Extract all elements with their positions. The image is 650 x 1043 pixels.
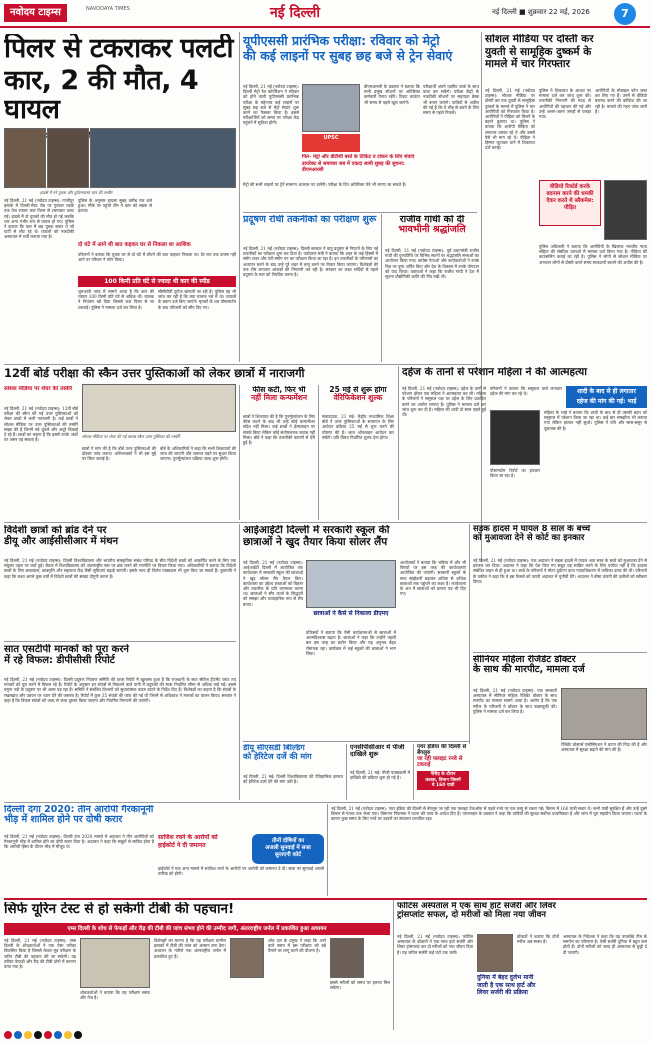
crash-car-photo bbox=[90, 128, 236, 188]
airindia-box-line3: थे 160 यात्री bbox=[431, 783, 455, 789]
social-body-col3: आरोपियों के मोबाइल फोन जब्त कर लिए गए हैं। उनमें से वीडियो बरामद करने की कोशिश की जा रही है। मामले की गहन जांच जारी है। bbox=[595, 88, 647, 114]
du-headline-line2: डीयू और आईसीसीआर में मंथन bbox=[4, 536, 119, 547]
rajiv-headline-line1: राजीव गांधी को दी bbox=[399, 215, 465, 225]
riot-sub-line2: हाईकोर्ट ने दी जमानत bbox=[158, 842, 206, 849]
ncc-headline-line2: दाखिले शुरू bbox=[350, 750, 379, 759]
fortis-headline-line2: ट्रांसप्लांट सफल, दो मरीजों को मिला नया जीवन bbox=[397, 910, 547, 921]
fees-body: छात्रों ने शिकायत की है कि पुनर्मूल्यांकन के लिए फीस कटने के बाद भी उन्हें कोई कन्फर्मेशन संदेश नहीं मिला। कई छात्रों ने हेल्पलाइन पर संपर्क किया लेकिन कोई संतोषजनक जवाब नहीं मिला। बोर्ड ने कहा कि तकनीकी कारणों से देरी हुई है। bbox=[243, 414, 315, 446]
accident8-headline-line2: को मुआवजा देने से कोर्ट का इनकार bbox=[473, 533, 585, 544]
accident8-body: नई दिल्ली, 21 मई (नवोदय टाइम्स): एक अदालत ने सड़क हादसे में घायल आठ साल के बच्चे को मुआवजा देने से इनकार कर दिया। अदालत ने कहा कि पेश किए गए सबूत यह साबित करने के लिए पर्याप्त नहीं हैं कि हादसा संबंधित वाहन से ही हुआ था। बच्चे के परिजनों ने मोटर दुर्घटना दावा न्यायाधिकरण में याचिका दायर की थी। परिजनों के वकील ने कहा कि वे इस फैसले को ऊपरी अदालत में चुनौती देंगे। अदालत ने बीमा कंपनी की दलीलों को स्वीकार किया। bbox=[473, 558, 647, 584]
resident-story bbox=[473, 655, 647, 685]
dowry-story bbox=[402, 367, 647, 383]
board-photo-caption: सोशल मीडिया पर शेयर की गई खराब स्कैन उत्तर पुस्तिका की तस्वीरें bbox=[82, 434, 180, 439]
lead-speed-box: 100 किमी प्रति घंटे से ज्यादा थी कार की स्पीड bbox=[78, 276, 236, 287]
airindia-box-line2: कलवा, विमान जिसमें bbox=[425, 777, 461, 783]
masthead bbox=[0, 0, 650, 28]
dowry-headline: दहेज के तानों से परेशान महिला ने की आत्महत्या bbox=[402, 367, 587, 378]
riot-box-line3: सुनाएगी कोर्ट bbox=[274, 852, 302, 858]
upsc-body-col4: मेट्रो की सभी लाइनों पर ट्रेनें सामान्य अंतराल पर चलेंगी। परीक्षा के दिन अतिरिक्त फेरे भी लगाए जा सकते हैं। bbox=[243, 182, 407, 187]
registration-dots bbox=[0, 1031, 650, 1041]
accident8-story bbox=[473, 525, 647, 555]
upsc-photo-label: UPSC bbox=[302, 134, 360, 152]
du-body: नई दिल्ली, 21 मई (नवोदय टाइम्स): दिल्ली विश्वविद्यालय और भारतीय सांस्कृतिक संबंध परिषद के बीच विदेशी छात्रों को आकर्षित करने के लिए एक संयुक्त पहल पर चर्चा हुई। बैठक में विश्वविद्यालय को अंतरराष्ट्रीय स्तर पर ब्रांड करने की रणनीति पर विचार किया गया। अधिकारियों ने बताया कि विदेशी छात्रों के लिए छात्रावास, छात्रवृत्ति और सहायता केंद्र जैसी सुविधाएं बढ़ाई जाएंगी। इसके साथ ही विशेष पाठ्यक्रम भी शुरू किए जा सकते हैं। कुलपति ने कहा कि लक्ष्य अगले कुछ वर्षों में विदेशी छात्रों की संख्या दोगुनी करना है। bbox=[4, 558, 236, 579]
resident-body-col2: रेजिडेंट डॉक्टर्स एसोसिएशन ने घटना की निंदा की है और अस्पताल में सुरक्षा बढ़ाने की मांग की है। bbox=[561, 742, 647, 753]
lead-photo-caption: हादसे में मरे युवक और दुर्घटनाग्रस्त कार की तस्वीर bbox=[40, 190, 113, 195]
social-story bbox=[485, 34, 647, 86]
social-headline-line3: मामले में चार गिरफ्तार bbox=[485, 58, 570, 71]
dowry-quote-box bbox=[566, 386, 647, 408]
riot-story bbox=[4, 805, 324, 831]
ncc-story bbox=[350, 744, 410, 772]
pollution-body: नई दिल्ली, 21 मई (नवोदय टाइम्स): दिल्ली सरकार ने वायु प्रदूषण से निपटने के लिए नई तकनीकों का परीक्षण शुरू कर दिया है। पर्यावरण मंत्री ने बताया कि शहर के कई हिस्सों में स्मॉग टावर और एंटी-स्मॉग गन का परीक्षण किया जा रहा है। इन तकनीकों के परिणामों का अध्ययन करने के बाद उन्हें पूरे शहर में लागू करने पर विचार किया जाएगा। विशेषज्ञों की एक टीम लगातार आंकड़ों की निगरानी कर रही है। सरकार का लक्ष्य सर्दियों से पहले प्रदूषण के स्तर को नियंत्रित करना है। bbox=[243, 246, 378, 278]
lead-body-col1: नई दिल्ली, 21 मई (नवोदय टाइम्स): गाजीपुर इलाके में दिल्ली-मेरठ रोड पर गुरुवार तड़के एक तेज रफ्तार कार पिलर से टकराकर पलट गई। हादसे में दो युवकों की मौत हो गई जबकि चार अन्य गंभीर रूप से घायल हो गए। पुलिस ने बताया कि कार में छह युवक सवार थे जो पार्टी से लौट रहे थे। घायलों को नजदीकी अस्पताल में भर्ती कराया गया है। bbox=[4, 198, 74, 240]
airindia-story bbox=[417, 744, 469, 798]
dowry-photo bbox=[490, 410, 540, 465]
social-headline-line1: सोशल मीडिया पर दोस्ती कर bbox=[485, 34, 594, 45]
dowry-body-col2: परिजनों ने बताया कि ससुराल वाले लगातार दहेज की मांग कर रहे थे। bbox=[490, 386, 562, 397]
dowry-box-line2: दहेज की मांग की गई: भाई bbox=[576, 398, 637, 405]
verification-headline-line2: वेरिफिकेशन शुल्क bbox=[333, 393, 383, 403]
dowry-body-col4: पोस्टमार्टम रिपोर्ट का इंतजार किया जा रहा है। bbox=[490, 468, 540, 479]
ncc-body: नई दिल्ली, 21 मई: पीजी पाठ्यक्रमों में दाखिले की प्रक्रिया शुरू हो गई है। bbox=[350, 770, 410, 781]
riot-body-col2: हाईकोर्ट ने एक अन्य मामले में साजिश रचने के आरोपों पर आरोपी को जमानत दे दी। सजा पर सुनवाई अगली तारीख को होगी। bbox=[158, 866, 324, 877]
board-body-col3: बोर्ड के अधिकारियों ने कहा कि सभी शिकायतों की जांच की जाएगी और जरूरत पड़ने पर सुधार किया जाएगा। पुनर्मूल्यांकन प्रक्रिया जल्द शुरू होगी। bbox=[160, 446, 236, 462]
lead-body-col5: सीसीटीवी फुटेज खंगाली जा रही है। पुलिस यह भी जांच कर रही है कि क्या चालक नशे में था। घायलों के बयान दर्ज किए जाएंगे। मृतकों के शव पोस्टमार्टम के बाद परिजनों को सौंप दिए गए। bbox=[158, 289, 236, 310]
riot-headline-line1: दिल्ली दंगा 2020: तीन आरोपी गैरकानूनी bbox=[4, 805, 154, 815]
std-headline-line1: सात एसटीपी मानकों को पूरा करने bbox=[4, 644, 129, 655]
lead-headline-line2: कार, 2 की मौत, 4 घायल bbox=[4, 64, 199, 126]
verification-headline-line1: 25 मई से शुरू होगा bbox=[329, 386, 387, 394]
fortis-box-line1: दुनिया में बेहद दुर्लभ मानी bbox=[477, 974, 534, 981]
riot-box-line2: अजली सुनवाई में सजा bbox=[265, 845, 311, 851]
researcher-photo-2 bbox=[330, 938, 364, 978]
fortis-headline-line1: फोर्टिस अस्पताल में एक साथ हार्ट सर्जरी और लिवर bbox=[397, 902, 556, 911]
dusu-headline-line1: डीयू सीएसडी बिल्डिंग bbox=[243, 744, 305, 752]
dateline: नई दिल्ली ■ शुक्रवार 22 मई, 2026 bbox=[492, 8, 590, 16]
lead-kicker: दो घंटे में आने थी बात कहकर घर से निकला था आशिक bbox=[78, 242, 191, 248]
airindia-box-line1: नैसिंह के दौरान bbox=[430, 772, 456, 778]
tb-body-col4: शोध दल के प्रमुख ने कहा कि आने वाले समय में इस परीक्षण को बड़े पैमाने पर लागू करने की योजना है। bbox=[268, 938, 326, 954]
lead-body-col4: शुरुआती जांच में सामने आया है कि कार की रफ्तार 100 किमी प्रति घंटे से अधिक थी। चालक ने नियंत्रण खो दिया जिससे कार पिलर से जा टकराई। पुलिस ने मामला दर्ज कर लिया है। bbox=[78, 289, 154, 310]
dowry-body-col3: महिला के भाई ने बताया कि शादी के बाद से ही उसकी बहन को ससुराल में परेशान किया जा रहा था। कई बार समझौता भी कराया गया लेकिन हालात नहीं सुधरे। पुलिस ने पति और सास-ससुर से पूछताछ की है। bbox=[544, 410, 647, 431]
iit-story bbox=[243, 525, 466, 557]
edition-title: नई दिल्ली bbox=[270, 5, 321, 21]
ncc-headline-line1: एनसीपीसीआर में पीजी bbox=[350, 744, 405, 751]
iit-headline-line1: आईआईटी दिल्ली में सरकारी स्कूल की bbox=[243, 525, 390, 536]
resident-photo bbox=[561, 688, 647, 740]
rajiv-body: नई दिल्ली, 21 मई (नवोदय टाइम्स): पूर्व प्रधानमंत्री राजीव गांधी की पुण्यतिथि पर विभिन्न स्थानों पर श्रद्धांजलि सभाओं का आयोजन किया गया। कांग्रेस नेताओं और कार्यकर्ताओं ने उनके चित्र पर पुष्प अर्पित किए और देश के विकास में उनके योगदान को याद किया। वक्ताओं ने कहा कि राजीव गांधी ने देश में सूचना प्रौद्योगिकी क्रांति की नींव रखी थी। bbox=[385, 248, 479, 280]
board-subhead: सोशल मीडिया पर शेयर की तस्वीरें bbox=[4, 386, 73, 392]
metro-photo bbox=[302, 84, 360, 132]
resident-headline-line1: सीनियर महिला रेजिडेंट डॉक्टर bbox=[473, 655, 576, 665]
researcher-photo-1 bbox=[230, 938, 264, 978]
dusu-body: नई दिल्ली, 21 मई: दिल्ली विश्वविद्यालय की ऐतिहासिक इमारत को हेरिटेज दर्जा देने की मांग उठी है। bbox=[243, 774, 343, 785]
fortis-box-line3: लिवर सर्जरी की प्रक्रिया bbox=[477, 989, 528, 996]
std-headline-line2: में रहे विफल: डीपीसीसी रिपोर्ट bbox=[4, 655, 115, 666]
rajiv-story bbox=[385, 215, 479, 245]
upsc-body-col1: नई दिल्ली, 21 मई (नवोदय टाइम्स): दिल्ली मेट्रो रेल कॉर्पोरेशन ने रविवार को होने वाली यूपीएससी प्रारंभिक परीक्षा के मद्देनजर कई लाइनों पर सुबह छह बजे से मेट्रो सेवाएं शुरू करने का फैसला किया है। इससे परीक्षार्थियों को समय पर परीक्षा केंद्र पहुंचने में सुविधा होगी। bbox=[243, 84, 299, 126]
riot-sub bbox=[158, 834, 248, 852]
social-headline-line2: युवती से सामूहिक दुष्कर्म के bbox=[485, 45, 592, 58]
dusu-story bbox=[243, 744, 343, 772]
riot-headline-line2: भीड़ में शामिल होने पर दोषी करार bbox=[4, 814, 123, 826]
upsc-body-col3: परीक्षार्थी अपने एडमिट कार्ड के साथ यात्रा कर सकेंगे। परीक्षा केंद्रों के नजदीकी स्टेशनों पर सहायता डेस्क भी बनाए जाएंगे। यात्रियों से अपील की गई है कि वे भीड़ से बचने के लिए समय से पहले निकलें। bbox=[423, 84, 479, 116]
upsc-body-col2: डीएमआरसी के प्रवक्ता ने बताया कि सभी प्रमुख स्टेशनों पर अतिरिक्त कर्मचारी तैनात रहेंगे। टिकट काउंटर भी समय से पहले खुल जाएंगे। bbox=[364, 84, 420, 105]
rajiv-headline-line2: भावभीनी श्रद्धांजलि bbox=[398, 224, 466, 236]
board-headline: 12वीं बोर्ड परीक्षा की स्कैन उत्तर पुस्तिकाओं को लेकर छात्रों में नाराजगी bbox=[4, 367, 305, 380]
fees-story bbox=[243, 386, 315, 412]
misc-body: नई दिल्ली, 21 मई (नवोदय टाइम्स): एयर इंडिया की दिल्ली से बेंगलुरु जा रही एक फ्लाइट टेकऑफ से पहले रनवे पर एक वस्तु से टकरा गई। विमान में 160 यात्री सवार थे। सभी यात्री सुरक्षित हैं और उन्हें दूसरे विमान से गंतव्य तक भेजा गया। विमानन नियामक ने घटना की जांच के आदेश दिए हैं। एयरलाइन के प्रवक्ता ने कहा कि यात्रियों की सुरक्षा सर्वोच्च प्राथमिकता है और जांच में पूरा सहयोग किया जाएगा। घटना के कारण कुछ समय के लिए रनवे पर उड़ानों का संचालन प्रभावित रहा। bbox=[331, 806, 647, 822]
tb-sub: एम्स दिल्ली के शोध से फेफड़ों और रीढ़ की टीबी की जांच संभव होने की उम्मीद जगी, अंतरराष्ट्रीय जर्नल में प्रकाशित हुआ अध्ययन bbox=[4, 923, 390, 935]
brand-logo: नवोदय टाइम्स bbox=[4, 4, 67, 22]
upsc-headline-line2: की कई लाइनों पर सुबह छह बजे से ट्रेन सेवाएं bbox=[243, 47, 453, 63]
lead-body-col3: परिजनों ने बताया कि युवक घर से दो घंटे में लौटने की बात कहकर निकला था। देर रात तक वापस नहीं आने पर परिवार ने फोन किया। bbox=[78, 252, 236, 263]
iit-body-col1: नई दिल्ली, 21 मई (नवोदय टाइम्स): आईआईटी दिल्ली में आयोजित एक कार्यशाला में सरकारी स्कूल की छात्राओं ने खुद सोलर लैंप तैयार किए। कार्यशाला का उद्देश्य छात्राओं को विज्ञान और तकनीक के प्रति जागरूक करना था। छात्राओं ने सौर ऊर्जा के सिद्धांतों को समझा और व्यावहारिक रूप से लैंप बनाए। bbox=[243, 560, 303, 607]
board-body-col1: नई दिल्ली, 21 मई (नवोदय टाइम्स): 12वीं बोर्ड परीक्षा की स्कैन की गई उत्तर पुस्तिकाओं को लेकर छात्रों में भारी नाराजगी है। कई छात्रों ने सोशल मीडिया पर उत्तर पुस्तिकाओं की तस्वीरें साझा की हैं जिनमें पन्ने धुंधले और अधूरे दिखाई दे रहे हैं। छात्रों का कहना है कि इससे उनके अंकों पर असर पड़ सकता है। bbox=[4, 406, 78, 443]
dowry-box-line1: शादी के बाद से ही लगातार bbox=[577, 388, 636, 395]
tb-body-col5: इससे मरीजों को समय पर इलाज मिल सकेगा। bbox=[330, 980, 390, 991]
fees-headline-line1: फीस कटी, फिर भी bbox=[252, 386, 306, 394]
accident8-headline-line1: सड़क हादसे में घायल 8 साल के बच्चे bbox=[473, 525, 591, 534]
lead-body-col2: पुलिस के अनुसार हादसा सुबह करीब चार बजे हुआ। मौके पर पहुंची टीम ने कार को सड़क से हटाया। bbox=[78, 198, 152, 214]
social-photo bbox=[604, 180, 647, 240]
brand-small: NAVODAYA TIMES bbox=[86, 6, 130, 12]
fees-headline-line2: नहीं मिला कन्फर्मेशन bbox=[250, 393, 308, 403]
du-story bbox=[4, 525, 236, 555]
riot-body-col1: नई दिल्ली, 21 मई (नवोदय टाइम्स): दिल्ली दंगा 2020 मामले में अदालत ने तीन आरोपियों को गैरकानूनी भीड़ में शामिल होने का दोषी करार दिया है। अदालत ने कहा कि सबूतों से साबित होता है कि आरोपी हिंसा के दौरान भीड़ में मौजूद थे। bbox=[4, 834, 154, 850]
verification-story bbox=[322, 386, 394, 412]
victim-photo-1 bbox=[4, 128, 46, 188]
resident-headline-line2: के साथ की मारपीट, मामला दर्ज bbox=[473, 664, 585, 676]
page-number-badge: 7 bbox=[614, 3, 636, 25]
tb-body-col1: नई दिल्ली, 21 मई (नवोदय टाइम्स): एम्स दिल्ली के शोधकर्ताओं ने एक ऐसा तरीका विकसित किया है जिससे केवल मूत्र परीक्षण के जरिए टीबी की पहचान की जा सकेगी। यह तरीका फेफड़ों और रीढ़ की टीबी दोनों में कारगर पाया गया है। bbox=[4, 938, 76, 970]
std-story bbox=[4, 644, 236, 674]
pollution-story bbox=[243, 215, 378, 243]
doctor-photo bbox=[477, 934, 513, 972]
answer-sheet-photo bbox=[82, 384, 236, 432]
verification-body: संवाददाता, 21 मई: केंद्रीय माध्यमिक शिक्षा बोर्ड ने उत्तर पुस्तिकाओं के सत्यापन के लिए आवेदन प्रक्रिया 25 मई से शुरू करने की घोषणा की है। छात्र ऑनलाइन आवेदन कर सकेंगे। प्रति विषय निर्धारित शुल्क देना होगा। bbox=[322, 414, 394, 440]
fortis-body-col3: अस्पताल के निदेशक ने कहा कि यह उपलब्धि टीम के समर्पण का परिणाम है। ऐसी सर्जरी दुनिया में बहुत कम होती हैं। दोनों मरीजों को जल्द ही अस्पताल से छुट्टी दे दी जाएगी। bbox=[563, 934, 647, 955]
tb-body-col2: शोधकर्ताओं ने बताया कि यह परीक्षण सस्ता और तेज है। bbox=[80, 990, 150, 1001]
riot-sub-line1: साजिश रचने के आरोपों को bbox=[158, 834, 218, 841]
airindia-box bbox=[417, 771, 469, 790]
tb-story bbox=[4, 902, 390, 922]
iit-body-col3: आयोजकों ने बताया कि भविष्य में और भी विषयों पर इस तरह की कार्यशालाएं आयोजित की जाएंगी। सरकारी स्कूलों के साथ साझेदारी बढ़ाकर अधिक से अधिक छात्राओं तक पहुंचने का लक्ष्य है। कार्यशाला के अंत में छात्राओं को प्रमाण पत्र भी दिए गए। bbox=[400, 560, 466, 597]
airindia-headline-line1: एयर इंडिया की दिल्ली से बेंगलुरु bbox=[417, 744, 467, 757]
airindia-headline-line2: जा रही फ्लाइट रनवे से टकराई bbox=[417, 756, 463, 769]
dusu-headline-line2: को हेरिटेज दर्जे की मांग bbox=[243, 751, 312, 761]
victim-photo-2 bbox=[47, 128, 89, 188]
tb-test-photo bbox=[80, 938, 150, 988]
board-body-col2: छात्रों ने मांग की है कि बोर्ड उत्तर पुस्तिकाओं की दोबारा जांच कराए। अभिभावकों ने भी इस मुद्दे पर चिंता जताई है। bbox=[82, 446, 156, 462]
social-body-col2: पुलिस ने शिकायत के आधार पर मामला दर्ज कर जांच शुरू की। तकनीकी निगरानी की मदद से आरोपियों की पहचान की गई और उन्हें अलग-अलग जगहों से पकड़ा गया। bbox=[539, 88, 591, 120]
iit-headline-line2: छात्राओं ने खुद तैयार किया सोलर लैंप bbox=[243, 535, 388, 548]
iit-workshop-photo bbox=[306, 560, 396, 608]
iit-body-col2: प्रोफेसरों ने बताया कि ऐसी कार्यशालाओं से छात्राओं में आत्मविश्वास बढ़ता है। छात्राओं ने कहा कि उन्होंने पहली बार इस तरह का प्रयोग किया और यह अनुभव बेहद रोमांचक रहा। कार्यक्रम में कई स्कूलों की छात्राओं ने भाग लिया। bbox=[306, 630, 396, 656]
fortis-quote bbox=[477, 974, 559, 1004]
upsc-story bbox=[243, 34, 477, 84]
std-body: नई दिल्ली, 21 मई (नवोदय टाइम्स): दिल्ली प्रदूषण नियंत्रण समिति की ताजा रिपोर्ट में खुलासा हुआ है कि राजधानी के सात सीवेज ट्रीटमेंट प्लांट तय मानकों को पूरा करने में विफल रहे हैं। रिपोर्ट के अनुसार इन संयंत्रों से निकलने वाले पानी में प्रदूषकों की मात्रा निर्धारित सीमा से अधिक पाई गई। इससे यमुना नदी के प्रदूषण पर भी असर पड़ रहा है। समिति ने संबंधित विभागों को सुधारात्मक कदम उठाने के निर्देश दिए हैं। विशेषज्ञों का कहना है कि संयंत्रों के रखरखाव और उन्नयन पर ध्यान देने की जरूरत है। रिपोर्ट में कुल 35 संयंत्रों की जांच की गई थी जिनमें से अधिकांश ने मानकों का पालन किया। सरकार ने कहा है कि विफल संयंत्रों को जल्द से जल्द दुरुस्त किया जाएगा और नियमित निगरानी की जाएगी। bbox=[4, 677, 236, 703]
fortis-body-col1: नई दिल्ली, 21 मई (नवोदय टाइम्स): फोर्टिस अस्पताल के डॉक्टरों ने एक साथ हार्ट सर्जरी और लिवर ट्रांसप्लांट कर दो मरीजों को नया जीवन दिया है। यह जटिल सर्जरी कई घंटों तक चली। bbox=[397, 934, 473, 955]
iit-photo-caption: छात्राओं ने कैसे से निकाला डीएमए bbox=[313, 610, 389, 617]
social-body-col1: नई दिल्ली, 21 मई (नवोदय टाइम्स): सोशल मीडिया पर दोस्ती कर एक युवती से सामूहिक दुष्कर्म के मामले में पुलिस ने चार आरोपियों को गिरफ्तार किया है। आरोपियों ने पीड़िता को मिलने के बहाने बुलाया था। पुलिस ने बताया कि आरोपी पीड़िता को लगातार धमका रहे थे और उससे पैसे भी मांग रहे थे। पीड़िता ने हिम्मत जुटाकर थाने में शिकायत दर्ज कराई। bbox=[485, 88, 535, 151]
social-quote-box: वीडियो रिकॉर्ड करके बदनाम करने की धमकी देकर करते थे ब्लैकमेल: पीड़ित bbox=[539, 180, 601, 226]
upsc-info-caption: फिर- मेट्रो और डीटीसी बसों के टिकिट व टोकन के लिए सेवाएं डायरेक्ट से समाचार सब में एकदा सामी सुबह की सुचना: डीएमआरसी bbox=[302, 154, 415, 173]
fortis-story bbox=[397, 902, 647, 930]
dowry-body-col1: नई दिल्ली, 21 मई (नवोदय टाइम्स): दहेज के तानों से परेशान होकर एक महिला ने आत्महत्या कर ली। महिला के परिजनों ने ससुराल पक्ष पर दहेज के लिए प्रताड़ित करने का आरोप लगाया है। पुलिस ने मामला दर्ज कर जांच शुरू कर दी है। महिला की शादी दो साल पहले हुई थी। bbox=[402, 386, 486, 418]
du-headline-line1: विदेशी छात्रों को ब्रांड देने पर bbox=[4, 525, 107, 536]
tb-headline: सिर्फ यूरिन टेस्ट से हो सकेगी टीबी की पहचान! bbox=[4, 902, 235, 917]
fortis-box-line2: जाती है एक साथ हार्ट और bbox=[477, 981, 536, 989]
fortis-body-col2: डॉक्टरों ने बताया कि दोनों मरीज अब स्वस्थ हैं। bbox=[517, 934, 559, 945]
pollution-headline: प्रदूषण रोधी तकनीकों का परीक्षण शुरू bbox=[243, 215, 377, 225]
tb-body-col3: विशेषज्ञों का मानना है कि यह परीक्षण ग्रामीण इलाकों में टीबी की जांच को आसान बना देगा। अध्ययन के नतीजे एक अंतरराष्ट्रीय जर्नल में प्रकाशित हुए हैं। bbox=[154, 938, 226, 959]
lead-headline-line1: पिलर से टकराकर पलटी bbox=[4, 34, 234, 64]
resident-body-col1: नई दिल्ली, 21 मई (नवोदय टाइम्स): एक सरकारी अस्पताल में सीनियर महिला रेजिडेंट डॉक्टर के साथ मारपीट का मामला सामने आया है। आरोप है कि एक मरीज के परिजनों ने डॉक्टर के साथ बदसलूकी की। पुलिस ने मामला दर्ज कर लिया है। bbox=[473, 688, 557, 714]
riot-box-line1: तीनों दोषियों का bbox=[271, 838, 305, 844]
upsc-headline-line1: यूपीएससी प्रारंभिक परीक्षा: रविवार को मेट्रो bbox=[243, 34, 440, 48]
riot-quote-box bbox=[252, 834, 324, 864]
social-body-col4: पुलिस अधिकारी ने बताया कि आरोपियों के खिलाफ भारतीय न्याय संहिता की संबंधित धाराओं में मामला दर्ज किया गया है। पीड़िता की काउंसलिंग कराई जा रही है। पुलिस ने लोगों से सोशल मीडिया पर अनजान लोगों से दोस्ती करते समय सावधानी बरतने की अपील की है। bbox=[539, 244, 647, 265]
